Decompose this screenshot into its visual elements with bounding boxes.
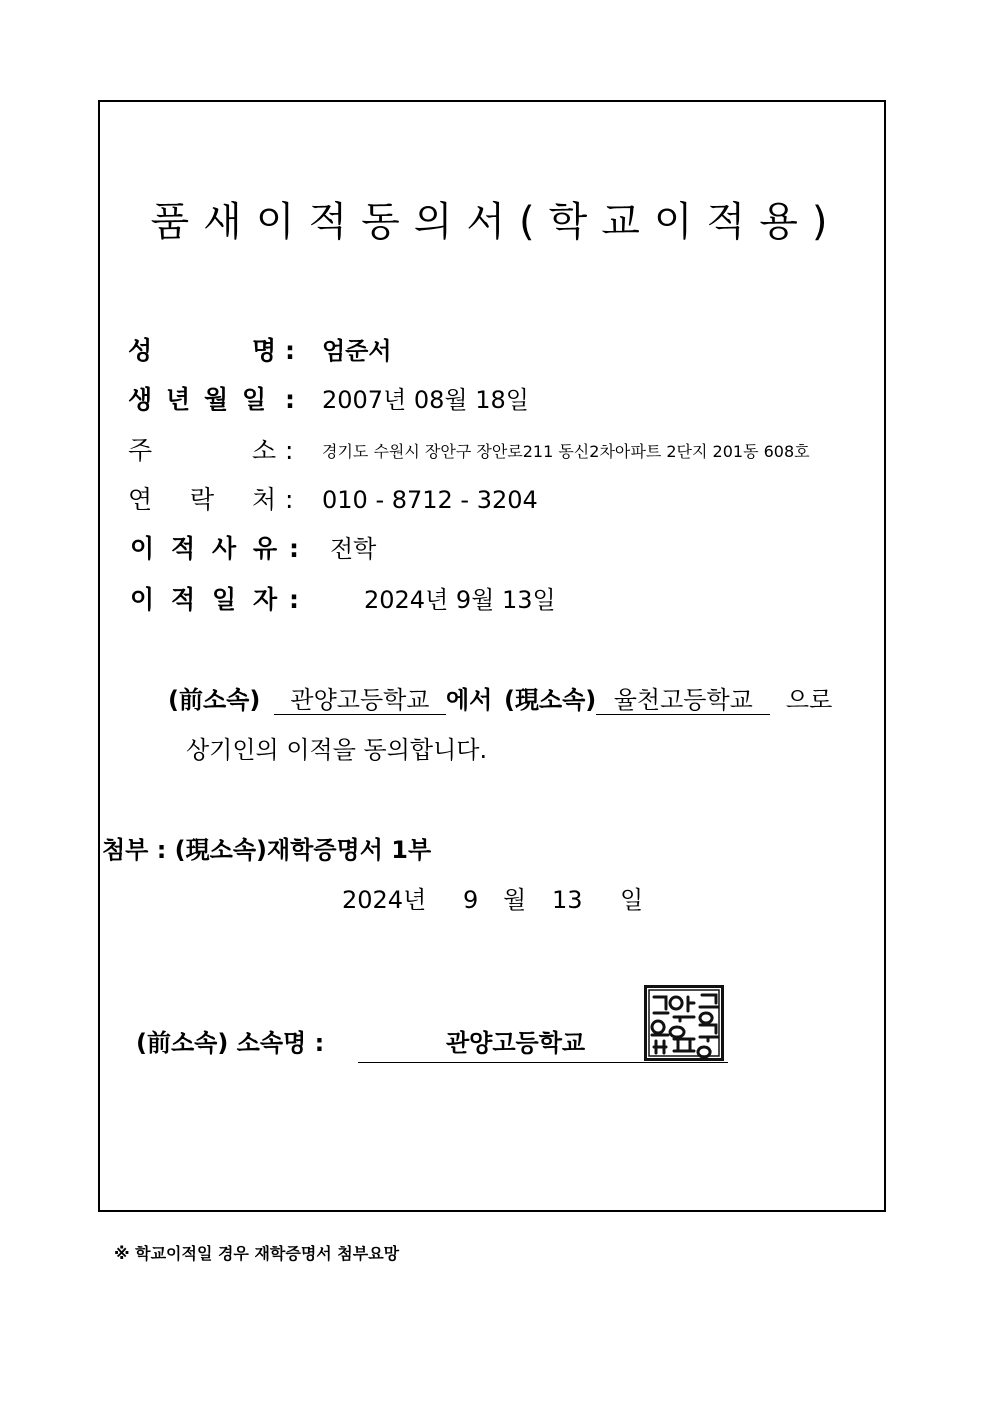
birth-value: 2007년 08월 18일 xyxy=(322,386,529,414)
reason-colon: : xyxy=(289,534,299,563)
name-label-char: 성 xyxy=(128,336,153,365)
birth-label-char: 생 xyxy=(128,385,153,414)
date-label xyxy=(0,585,300,615)
contact-label-char: 처 xyxy=(252,485,277,514)
contact-label-char: 연 xyxy=(128,485,153,514)
consent-statement xyxy=(168,684,832,716)
sign-date-month: 9 xyxy=(463,886,479,914)
birth-label-char: 일 xyxy=(242,385,267,414)
address-label xyxy=(0,436,300,466)
affiliation-label: (前소속) 소속명 : xyxy=(136,1029,325,1057)
contact-label xyxy=(0,485,300,515)
signature-line xyxy=(358,1062,728,1063)
consent-line2: 상기인의 이적을 동의합니다. xyxy=(186,736,488,764)
contact-colon: : xyxy=(285,485,294,514)
address-value: 경기도 수원시 장안구 장안로211 동신2차아파트 2단지 201동 608호 xyxy=(322,442,810,461)
birth-colon: : xyxy=(285,385,295,414)
birth-label-char: 월 xyxy=(204,385,229,414)
name-value: 엄준서 xyxy=(322,337,392,365)
to-text: 으로 xyxy=(785,686,833,714)
attachment-note: 첨부 : (現소속)재학증명서 1부 xyxy=(102,836,432,864)
prev-affiliation-label: (前소속) xyxy=(168,686,261,714)
prev-school-name: 관양고등학교 xyxy=(274,686,446,715)
reason-label-char: 사 xyxy=(212,534,237,563)
curr-school-name: 율천고등학교 xyxy=(596,686,770,715)
contact-label-char: 락 xyxy=(190,485,215,514)
reason-label xyxy=(0,534,300,564)
name-label xyxy=(0,336,300,366)
birth-label-char: 년 xyxy=(166,385,191,414)
birth-label xyxy=(0,385,300,415)
address-label-char: 주 xyxy=(128,436,153,465)
date-label-char: 자 xyxy=(253,585,278,614)
date-label-char: 적 xyxy=(171,585,196,614)
address-label-char: 소 xyxy=(252,436,277,465)
reason-label-char: 이 xyxy=(130,534,155,563)
date-value: 2024년 9월 13일 xyxy=(364,586,556,614)
reason-label-char: 적 xyxy=(171,534,196,563)
footnote: ※ 학교이적일 경우 재학증명서 첨부요망 xyxy=(114,1244,400,1263)
sign-date-year: 2024년 xyxy=(342,886,427,914)
sign-date-month-unit: 월 xyxy=(503,886,527,914)
sign-date-day-unit: 일 xyxy=(620,886,644,914)
date-label-char: 일 xyxy=(212,585,237,614)
document-title: 품새이적동의서(학교이적용) xyxy=(150,199,842,245)
curr-affiliation-label: (現소속) xyxy=(503,686,597,714)
affiliation-school-name: 관양고등학교 xyxy=(446,1029,586,1057)
name-label-char: 명 xyxy=(252,336,277,365)
school-seal-stamp xyxy=(644,985,724,1061)
reason-label-char: 유 xyxy=(253,534,278,563)
name-colon: : xyxy=(285,336,295,365)
from-text: 에서 xyxy=(445,686,493,714)
reason-value: 전학 xyxy=(330,535,377,563)
date-colon: : xyxy=(289,585,299,614)
date-label-char: 이 xyxy=(130,585,155,614)
contact-value: 010 - 8712 - 3204 xyxy=(322,486,538,514)
address-colon: : xyxy=(285,436,294,465)
sign-date-day: 13 xyxy=(552,886,583,914)
